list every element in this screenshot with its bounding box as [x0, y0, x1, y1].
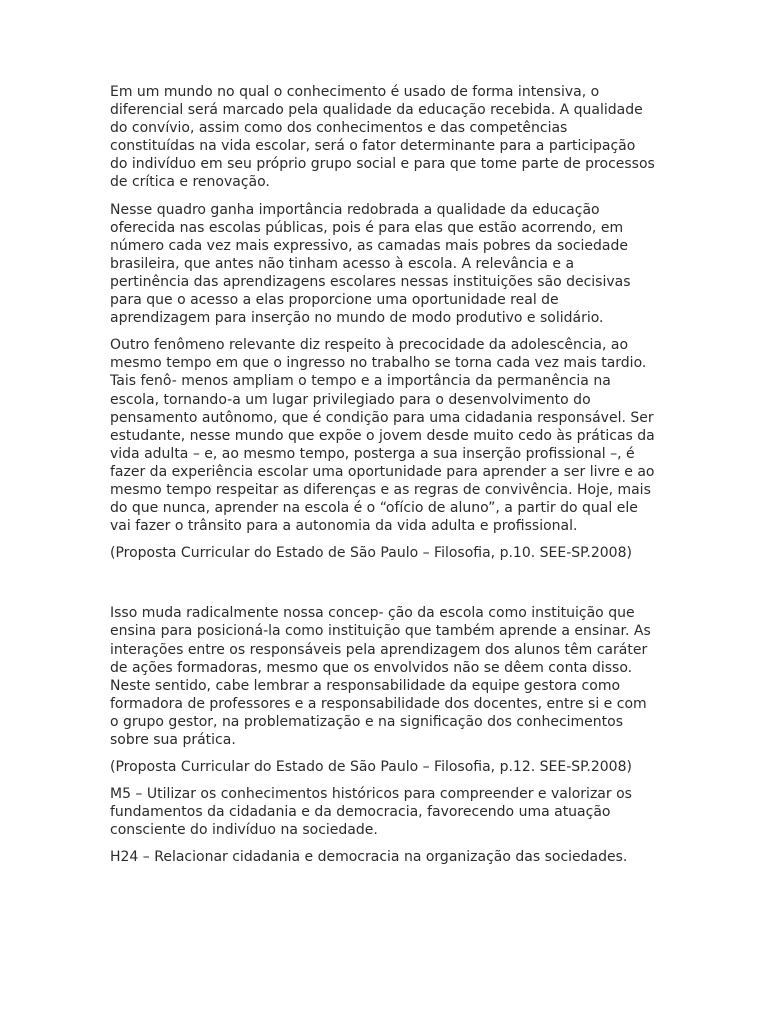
paragraph-school-learns: Isso muda radicalmente nossa concep- ção da escola como instituição que ensina para posicioná-la como instituição que também aprende a ensinar. As interações entre os responsáveis pela aprendizagem dos alunos têm caráter de ações formadoras, mesmo que os envolvidos não se dêem conta disso. Neste sentido, cabe lembrar a responsabilidade da equipe gestora como formadora de professores e a responsabilidade dos docentes, entre si e com o grupo gestor, na problematização e na significação dos conhecimentos sobre sua prática. [110, 605, 651, 748]
skill-h24: H24 – Relacionar cidadania e democracia na organização das sociedades. [110, 849, 628, 866]
citation-p12: (Proposta Curricular do Estado de São Paulo – Filosofia, p.12. SEE-SP.2008) [110, 759, 632, 776]
blank-line [110, 571, 655, 604]
citation-p10: (Proposta Curricular do Estado de São Paulo – Filosofia, p.10. SEE-SP.2008) [110, 545, 632, 562]
paragraph-public-schools: Nesse quadro ganha importância redobrada a qualidade da educação oferecida nas escolas públicas, pois é para elas que estão acorrendo, em número cada vez mais expressivo, as camadas mais pobres da sociedade brasileira, que antes não tinham acesso à escola. A relevância e a pertinência das aprendizagens escolares nessas instituições são decisivas para que o acesso a elas proporcione uma oportunidade real de aprendizagem para inserção no mundo de modo produtivo e solidário. [110, 201, 631, 327]
document-page [110, 83, 655, 876]
paragraph-knowledge-world: Em um mundo no qual o conhecimento é usado de forma intensiva, o diferencial será marcado pela qualidade da educação recebida. A qualidade do convívio, assim como dos conhecimentos e das competências constituídas na vida escolar, será o fator determinante para a participação do indivíduo em seu próprio grupo social e para que tome parte de processos de crítica e renovação. [110, 84, 655, 191]
paragraph-adolescence: Outro fenômeno relevante diz respeito à precocidade da adolescência, ao mesmo tempo em que o ingresso no trabalho se torna cada vez mais tardio. Tais fenô- menos ampliam o tempo e a importância da permanência na escola, tornando-a um lugar privilegiado para o desenvolvimento do pensamento autônomo, que é condição para uma cidadania responsável. Ser estudante, nesse mundo que expõe o jovem desde muito cedo às práticas da vida adulta – e, ao mesmo tempo, posterga a sua inserção profissional –, é fazer da experiência escolar uma oportunidade para aprender a ser livre e ao mesmo tempo respeitar as diferenças e as regras de convivência. Hoje, mais do que nunca, aprender na escola é o “ofício de aluno”, a partir do qual ele vai fazer o trânsito para a autonomia da vida adulta e profissional. [110, 337, 655, 535]
competency-m5: M5 – Utilizar os conhecimentos históricos para compreender e valorizar os fundamentos da cidadania e da democracia, favorecendo uma atuação consciente do indivíduo na sociedade. [110, 786, 632, 839]
